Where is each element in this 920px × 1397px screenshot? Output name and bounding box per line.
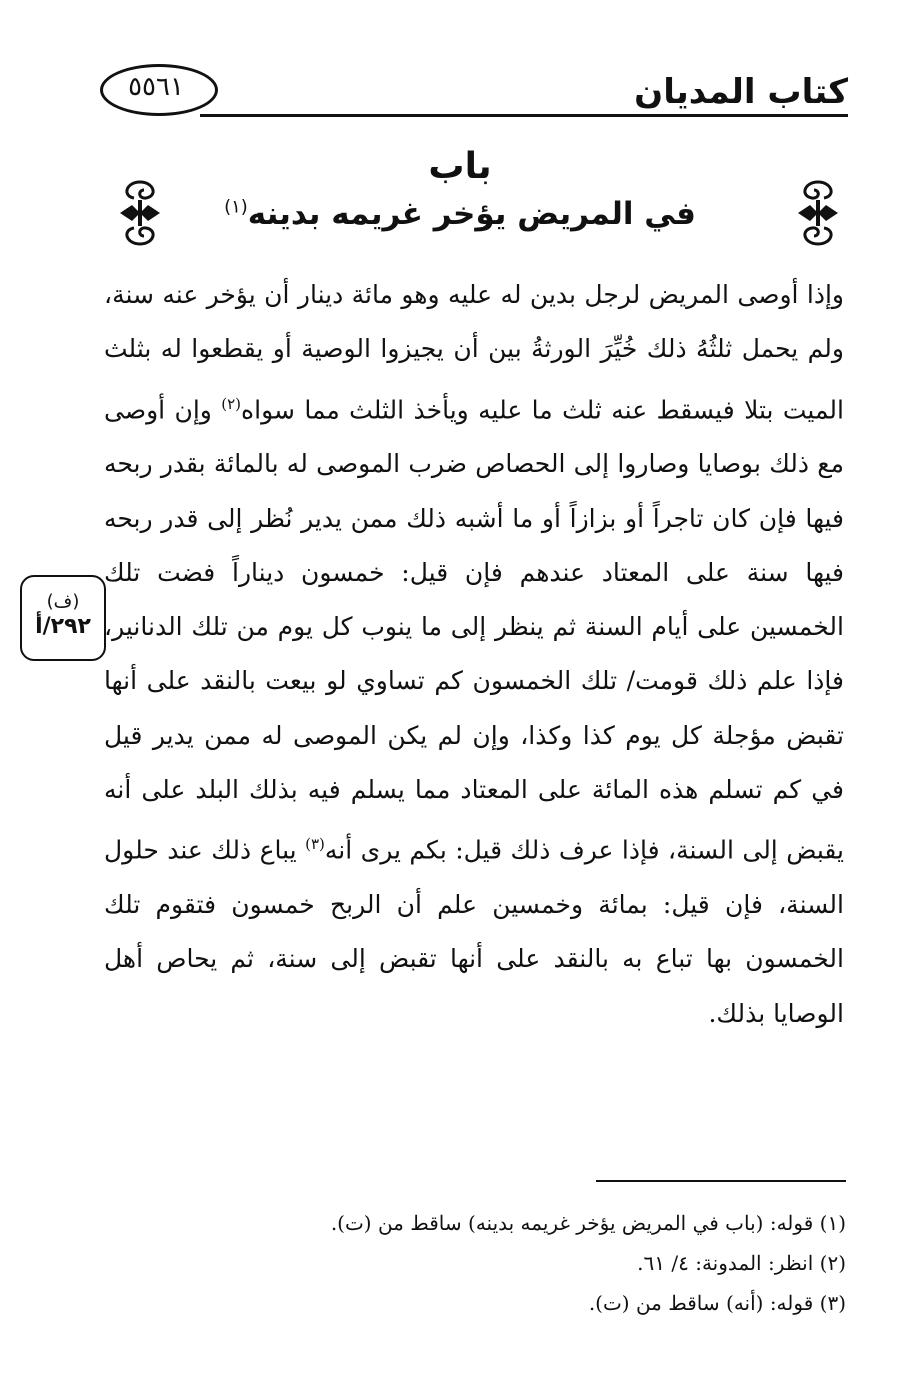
body-text: [104, 268, 844, 1041]
footnote-ref-3: (٣): [305, 835, 325, 854]
page-header: [100, 64, 848, 124]
footnotes: [200, 1203, 846, 1323]
body-paragraph: [104, 268, 844, 1041]
footnote-2: (٢) انظر: المدونة: ٤/ ٦١.: [637, 1251, 846, 1275]
manuscript-siglum: (ف): [46, 591, 80, 612]
header-rule: [200, 114, 848, 117]
footnote-1: (١) قوله: (باب في المريض يؤخر غريمه بدينه) ساقط من (ت).: [330, 1211, 846, 1235]
manuscript-folio-box: [20, 575, 106, 661]
footnote-3: (٣) قوله: (أنه) ساقط من (ت).: [588, 1291, 846, 1315]
book-title: كتاب المديان: [634, 72, 848, 112]
chapter-title: باب: [428, 146, 492, 187]
footnote-ref-2: (٢): [221, 394, 242, 413]
body-part-1: وإذا أوصى المريض لرجل بدين له عليه وهو مائة دينار أن يؤخر عنه سنة، ولم يحمل ثلثُهُ ذلك خُيِّرَ الورثةُ بين أن يجيزوا الوصية أو يقطعوا له بثلث الميت بتلا فيسقط عنه ثلث ما عليه ويأخذ الثلث مما سواه: [104, 280, 844, 424]
page-number: ٥٥٦١: [128, 72, 184, 102]
chapter-subtitle: [0, 196, 920, 232]
footnote-rule: [596, 1180, 846, 1182]
footnote-ref-1: (١): [224, 196, 248, 218]
body-part-3: يباع ذلك عند حلول السنة، فإن قيل: بمائة وخمسين علم أن الربح خمسون فتقوم تلك الخمسون بها تباع به بالنقد على أنها تقبض إلى سنة، ثم يحاص أهل الوصايا بذلك.: [104, 835, 844, 1028]
manuscript-folio: ٢٩٢/أ: [35, 614, 91, 639]
chapter-subtitle-text: في المريض يؤخر غريمه بدينه: [247, 196, 696, 232]
body-part-2: وإن أوصى مع ذلك بوصايا وصاروا إلى الحصاص ضرب الموصى له بالمائة بقدر ربحه فيها فإن كان تاجراً أو بزازاً أو ما أشبه ذلك ممن يدير نُظر إلى قدر ربحه فيها سنة على المعتاد عندهم فإن قيل: خمسون ديناراً فضت تلك الخمسين على أيام السنة ثم ينظر إلى ما ينوب كل يوم من تلك الدنانير، فإذا علم ذلك قومت/ تلك الخمسون كم تساوي لو بيعت بالنقد على أنها تقبض مؤجلة كل يوم كذا وكذا، وإن لم يكن الموصى له ممن يدير قيل في كم تسلم هذه المائة على المعتاد مما يسلم فيه بذلك البلد على أنه يقبض إلى السنة، فإذا عرف ذلك قيل: بكم يرى أنه: [104, 394, 844, 865]
